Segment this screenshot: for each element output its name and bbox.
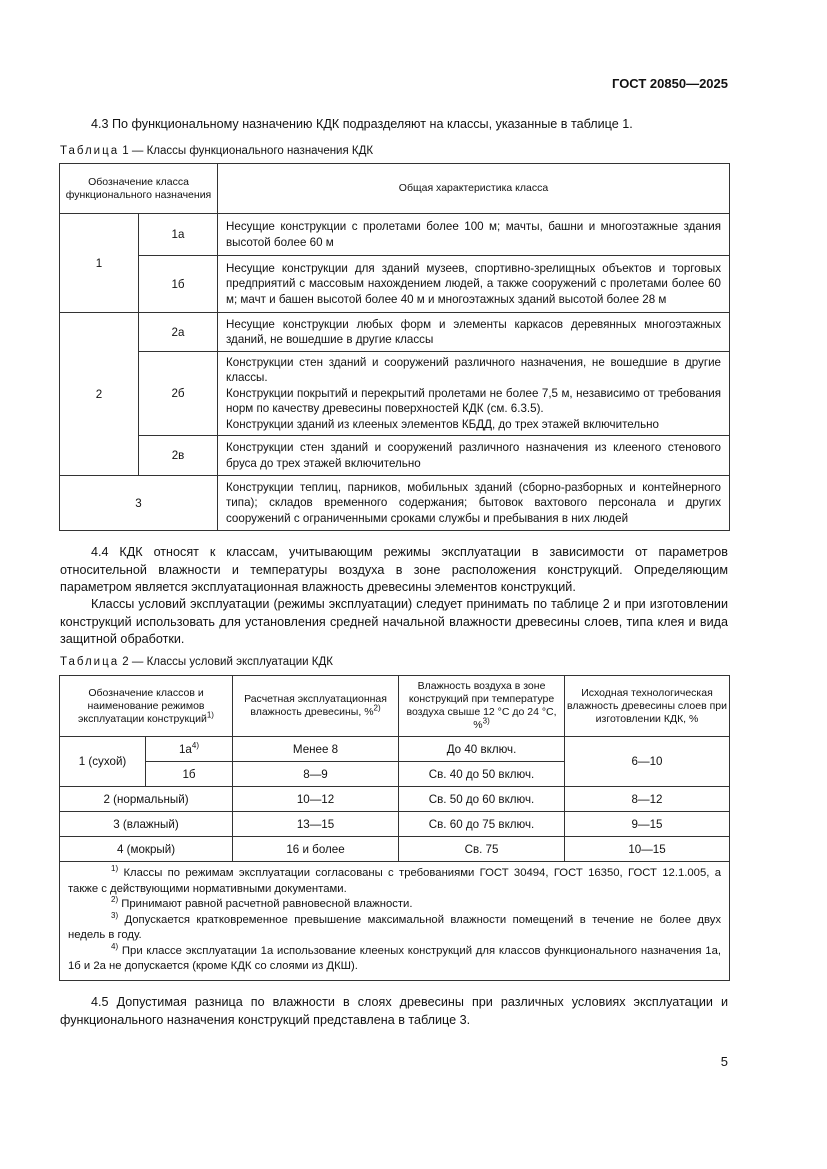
footnote-mark: 3) <box>111 910 119 920</box>
table2-caption <box>60 656 333 668</box>
table2-header-class <box>60 676 233 737</box>
table2-air-humidity-cell: Св. 60 до 75 включ. <box>399 812 565 837</box>
footnote <box>68 941 722 975</box>
table2-class-cell: 3 (влажный) <box>60 812 233 837</box>
paragraph-4-4: 4.4 КДК относят к классам, учитывающим режимы эксплуатации в зависимости от параметров относительной влажности и температуры воздуха в зоне расположения конструкций. Определяющим параметром является эксплуатационная влажность древесины элементов конструкций. <box>60 545 728 594</box>
table1-subclass-cell: 1а <box>139 214 218 256</box>
table1-caption <box>60 145 373 157</box>
table2-subclass-cell <box>146 737 233 762</box>
table-row <box>60 436 730 476</box>
table2-subclass-cell: 1б <box>146 762 233 787</box>
table1-description-cell: Несущие конструкции для зданий музеев, спортивно-зрелищных объектов и торговых предприятий с массовым нахождением людей, а также сооружений с пролетами более 60 м; мачт и башен высотой более 40 м и многоэтажных зданий высотой более 28 м <box>218 256 730 313</box>
footnote-text: Принимают равной расчетной равновесной влажности. <box>118 898 413 910</box>
footnote-mark: 1) <box>206 710 214 719</box>
table1-description-line: Конструкции стен зданий и сооружений различного назначения, не вошедшие в другие классы. <box>226 355 721 385</box>
table2-wood-moisture-cell: 13—15 <box>233 812 399 837</box>
table2-wood-moisture-cell: 10—12 <box>233 787 399 812</box>
table2-header-air-humidity-text: Влажность воздуха в зоне конструкций при температуре воздуха свыше 12 °С до 24 °С, % <box>406 680 557 731</box>
table2-air-humidity-cell: Св. 40 до 50 включ. <box>399 762 565 787</box>
footnote-text: При классе эксплуатации 1а использование клееных конструкций для классов функционального назначения 1а, 1б и 2а не допускается (кроме КДК со слоями из ДКШ). <box>68 944 722 972</box>
table-row <box>60 313 730 352</box>
table2-header-class-text: Обозначение классов и наименование режимов эксплуатации конструкций <box>78 686 207 725</box>
table-row <box>60 476 730 531</box>
table2-class-cell: 4 (мокрый) <box>60 837 233 862</box>
table2-caption-text: 2 — Классы условий эксплуатации КДК <box>119 656 333 668</box>
footnote-mark: 2) <box>111 895 119 905</box>
table2-header-air-humidity <box>399 676 565 737</box>
table1-class-cell: 2 <box>60 313 139 476</box>
paragraph-4-4-continued: Классы условий эксплуатации (режимы эксплуатации) следует принимать по таблице 2 и при изготовлении конструкций использовать для установления средней начальной влажности древесины слоев, типа клея и вида защитной обработки. <box>60 597 728 646</box>
table1-subclass-cell: 1б <box>139 256 218 313</box>
table1-header-row <box>60 164 730 214</box>
table-functional-classes <box>59 163 730 531</box>
table1-description-line: Конструкции зданий из клееных элементов КБДД, до трех этажей включительно <box>226 417 659 431</box>
table2-initial-moisture-cell: 9—15 <box>565 812 730 837</box>
footnote-mark: 1) <box>111 864 119 874</box>
table1-description-cell: Несущие конструкции с пролетами более 100 м; мачты, башни и многоэтажные здания высотой более 60 м <box>218 214 730 256</box>
table2-wood-moisture-cell: 8—9 <box>233 762 399 787</box>
table-operating-conditions <box>59 675 730 981</box>
table1-class-cell: 1 <box>60 214 139 313</box>
table-row <box>60 837 730 862</box>
table2-notes-row <box>60 862 730 981</box>
table1-subclass-cell: 2б <box>139 352 218 436</box>
table2-footnotes <box>60 862 730 981</box>
footnote-mark: 4) <box>111 941 119 951</box>
table-row <box>60 812 730 837</box>
footnote <box>68 910 722 944</box>
table-row <box>60 214 730 256</box>
table2-header-row <box>60 676 730 737</box>
table-row <box>60 256 730 313</box>
table1-caption-text: 1 — Классы функционального назначения КДК <box>119 145 374 157</box>
table1-class-cell: 3 <box>60 476 218 531</box>
table1-header-characteristic: Общая характеристика класса <box>218 164 730 214</box>
footnote <box>68 897 721 913</box>
footnote-text: Классы по режимам эксплуатации согласованы с требованиями ГОСТ 30494, ГОСТ 16350, ГОСТ 12.1.005, а также с действующими нормативными документами. <box>68 867 722 895</box>
table2-caption-label: Таблица <box>60 656 120 668</box>
table2-wood-moisture-cell: 16 и более <box>233 837 399 862</box>
table1-description-line: Конструкции покрытий и перекрытий пролетами не более 7,5 м, независимо от требования норм по качеству древесины поверхностей КДК (см. 6.3.5). <box>226 386 721 416</box>
table2-header-initial-moisture: Исходная технологическая влажность древесины слоев при изготовлении КДК, % <box>565 676 730 737</box>
table1-description-cell <box>218 352 730 436</box>
table1-description-cell: Конструкции стен зданий и сооружений различного назначения из клееного стенового бруса до трех этажей включительно <box>218 436 730 476</box>
table2-air-humidity-cell: До 40 включ. <box>399 737 565 762</box>
footnote-mark: 4) <box>191 740 200 750</box>
paragraph-4-3: 4.3 По функциональному назначению КДК подразделяют на классы, указанные в таблице 1. <box>91 117 633 131</box>
table-row <box>60 737 730 762</box>
table2-air-humidity-cell: Св. 75 <box>399 837 565 862</box>
table2-class-cell: 2 (нормальный) <box>60 787 233 812</box>
document-code: ГОСТ 20850—2025 <box>612 76 728 91</box>
table2-initial-moisture-cell: 6—10 <box>565 737 730 787</box>
footnote-mark: 2) <box>373 703 381 713</box>
table1-header-class: Обозначение класса функционального назначения <box>60 164 218 214</box>
table2-class-cell: 1 (сухой) <box>60 737 146 787</box>
paragraph-4-5: 4.5 Допустимая разница по влажности в слоях древесины при различных условиях эксплуатации и функционального назначения конструкций представлена в таблице 3. <box>60 995 728 1027</box>
table-row <box>60 352 730 436</box>
table2-initial-moisture-cell: 10—15 <box>565 837 730 862</box>
table2-wood-moisture-cell: Менее 8 <box>233 737 399 762</box>
table2-subclass-text: 1а <box>178 742 192 756</box>
table2-air-humidity-cell: Св. 50 до 60 включ. <box>399 787 565 812</box>
table1-subclass-cell: 2в <box>139 436 218 476</box>
table1-caption-label: Таблица <box>60 145 120 157</box>
page-number: 5 <box>720 1054 728 1069</box>
table1-subclass-cell: 2а <box>139 313 218 352</box>
table2-header-wood-moisture <box>233 676 399 737</box>
table2-initial-moisture-cell: 8—12 <box>565 787 730 812</box>
footnote-mark: 3) <box>482 716 490 726</box>
table1-description-cell: Конструкции теплиц, парников, мобильных зданий (сборно-разборных и контейнерного типа); складов временного содержания; бытовок вахтового персонала и других сооружений с ограниченными сроками службы и пребывания в них людей <box>218 476 730 531</box>
table2-header-wood-moisture-text: Расчетная эксплуатационная влажность древесины, % <box>244 693 387 718</box>
table1-description-cell: Несущие конструкции любых форм и элементы каркасов деревянных многоэтажных зданий, не вошедшие в другие классы <box>218 313 730 352</box>
table-row <box>60 787 730 812</box>
footnote <box>68 866 721 897</box>
footnote-text: Допускается кратковременное превышение максимальной влажности помещений в течение не более двух недель в году. <box>68 913 722 941</box>
